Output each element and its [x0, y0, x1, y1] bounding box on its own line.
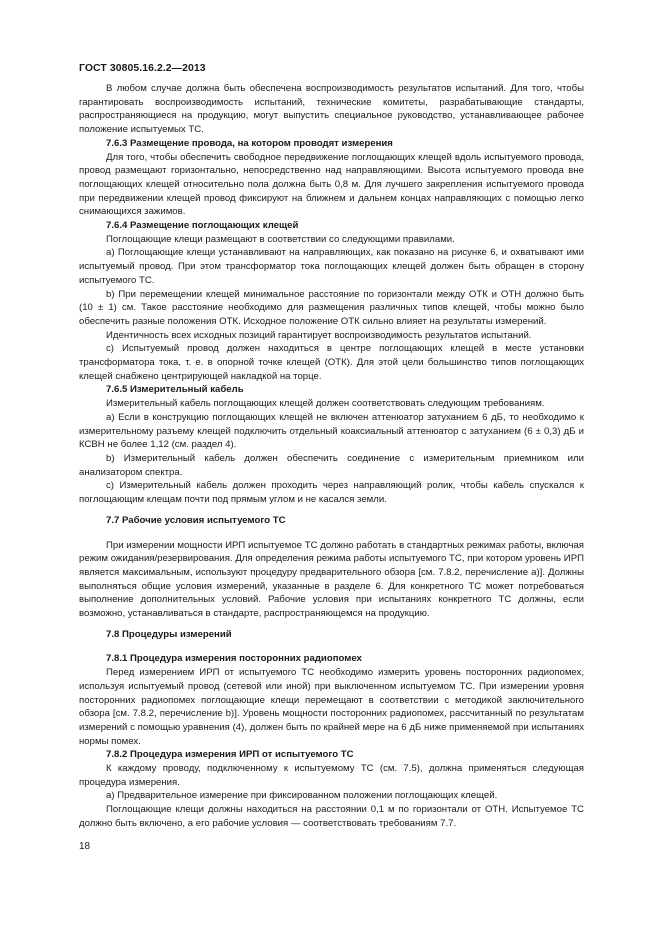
cable-item-c: с) Измерительный кабель должен проходить через направляющий ролик, чтобы кабель спускался к поглощающим клещам почти под прямым углом и не касался земли. — [79, 480, 584, 506]
list-item-c: с) Испытуемый провод должен находиться в центре поглощающих клещей в месте установки трансформатора тока, т. е. в опорной точке клещей (ОТК). Для этой цели большинство типов поглощающих клещей снабжено центрирующей накладкой на торце. — [79, 343, 584, 382]
paragraph-intro: В любом случае должна быть обеспечена воспроизводимость результатов испытаний. Для того, чтобы гарантировать воспроизводимость испытаний, технические комитеты, разрабатывающие стандарты, распространяющиеся на продукцию, могут выпустить специальное руководство, устанавливающее рабочее положение испытуемых ТС. — [79, 83, 584, 136]
heading-7-6-3: 7.6.3 Размещение провода, на котором проводят измерения — [106, 137, 393, 149]
page-number: 18 — [79, 841, 91, 852]
paragraph-procedure: К каждому проводу, подключенному к испытуемому ТС (см. 7.5), должна применяться следующая процедура измерения. — [79, 763, 584, 788]
paragraph-operating-conditions: При измерении мощности ИРП испытуемое ТС должно работать в стандартных режимах работы, включая режим ожидания/резервирования. Для определения режима работы испытуемого ТС, при котором уровень ИРП является максимальным, используют процедуру предварительного обзора [см. 7.8.2, перечисление а)]. Должны выполняться общие условия измерений, указанные в разделе 6. Для конкретного ТС может потребоваться выполнение дополнительных условий. Рабочие условия при испытаниях конкретного ТС должны, если возможно, устанавливаться в стандарте, распространяющемся на продукцию. — [79, 539, 584, 620]
document-body — [79, 82, 584, 831]
procedure-item-a: а) Предварительное измерение при фиксированном положении поглощающих клещей. — [106, 790, 498, 802]
heading-7-6-5: 7.6.5 Измерительный кабель — [106, 384, 244, 396]
heading-7-8-2: 7.8.2 Процедура измерения ИРП от испытуемого ТС — [106, 749, 354, 761]
standard-header: ГОСТ 30805.16.2.2—2013 — [79, 63, 206, 74]
heading-7-6-4: 7.6.4 Размещение поглощающих клещей — [106, 220, 299, 232]
heading-7-8: 7.8 Процедуры измерений — [106, 628, 232, 640]
paragraph-identity: Идентичность всех исходных позиций гарантирует воспроизводимость результатов испытаний. — [106, 329, 532, 341]
paragraph-cable-requirements: Измерительный кабель поглощающих клещей должен соответствовать следующим требованиям. — [106, 398, 545, 410]
cable-item-a: а) Если в конструкцию поглощающих клещей не включен аттенюатор затуханием 6 дБ, то необходимо к измерительному разъему клещей подключить отдельный коаксиальный аттенюатор с затуханием (6 ± 0,3) дБ и КСВН не более 1,12 (см. раздел 4). — [79, 411, 584, 451]
heading-7-8-1: 7.8.1 Процедура измерения посторонних радиопомех — [106, 653, 362, 665]
heading-7-7: 7.7 Рабочие условия испытуемого ТС — [106, 514, 286, 526]
paragraph-ambient-noise: Перед измерением ИРП от испытуемого ТС необходимо измерить уровень посторонних радиопомех, используя испытуемый провод (сетевой или иной) при выключенном испытуемом ТС. При измерении уровня посторонних радиопомех поглощающие клещи перемещают в соответствии с методикой заключительного обзора [см. 7.8.2, перечисление b)]. Уровень мощности посторонних радиопомех, рассчитанный по результатам измерений с помощью уравнения (4), должен быть по крайней мере на 6 дБ ниже применяемой при испытаниях нормы помех. — [79, 667, 584, 747]
list-item-b: b) При перемещении клещей минимальное расстояние по горизонтали между ОТК и ОТН должно быть (10 ± 1) см. Такое расстояние необходимо для размещения различных типов клещей, чтобы можно было обеспечить разные положения ОТК. Исходное положение ОТК сильно влияет на результаты измерений. — [79, 288, 584, 327]
paragraph-wire-placement: Для того, чтобы обеспечить свободное передвижение поглощающих клещей вдоль испытуемого провода, провод размещают горизонтально, непосредственно над направляющими. Высота испытуемого провода вне поглощающих клещей относительно пола должна быть 0,8 м. Для лучшего закрепления испытуемого провода при передвижении клещей провод фиксируют на ближнем и дальнем концах направляющих с помощью легко снимающихся зажимов. — [79, 151, 584, 218]
paragraph-clamp-rules: Поглощающие клещи размещают в соответствии со следующими правилами. — [106, 233, 455, 245]
paragraph-clamp-distance: Поглощающие клещи должны находиться на расстоянии 0,1 м по горизонтали от ОТН. Испытуемое ТС должно быть включено, а его рабочие условия — соответствовать требованиям 7.7. — [79, 804, 584, 829]
cable-item-b: b) Измерительный кабель должен обеспечить соединение с измерительным приемником или анализатором спектра. — [79, 452, 584, 478]
list-item-a: а) Поглощающие клещи устанавливают на направляющих, как показано на рисунке 6, и охватывают ими испытуемый провод. При этом трансформатор тока поглощающих клещей должен быть обращен в сторону испытуемого ТС. — [79, 247, 584, 286]
